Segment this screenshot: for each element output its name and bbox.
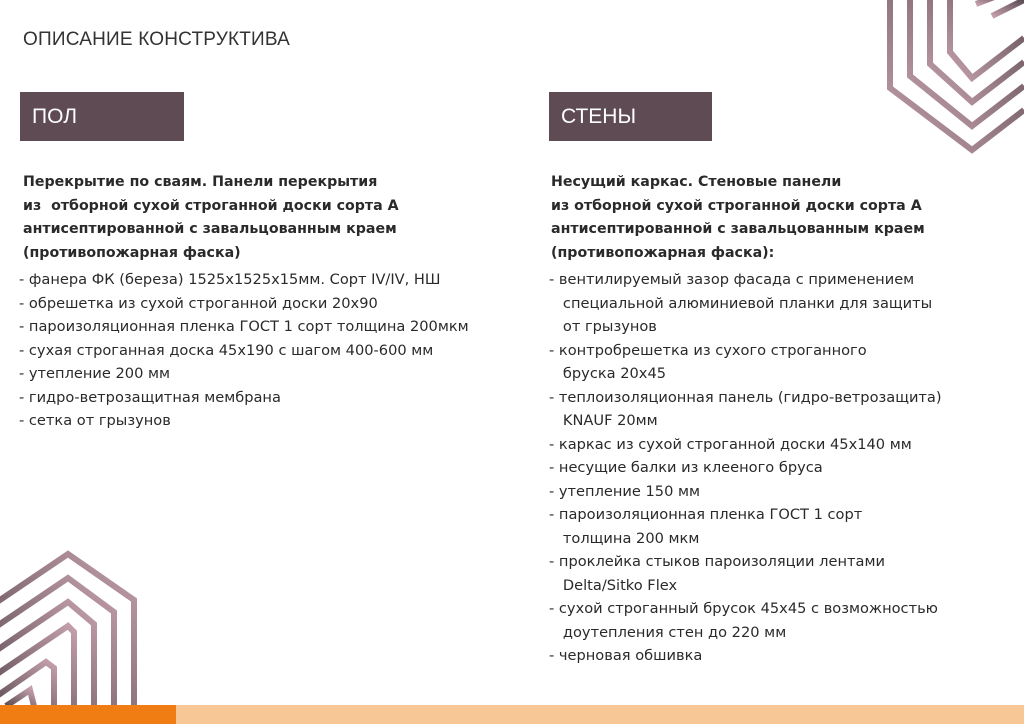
- footer-bar-accent: [0, 705, 176, 724]
- list-item: от грызунов: [549, 318, 657, 335]
- floor-intro-line: из отборной сухой строганной доски сорта А: [23, 197, 399, 214]
- list-item: KNAUF 20мм: [549, 412, 658, 429]
- list-item: - несущие балки из клееного бруса: [549, 459, 823, 476]
- list-item: Delta/Sitko Flex: [549, 576, 678, 594]
- hexagon-lines-decoration-bottom-left: [0, 548, 140, 706]
- list-item: - пароизоляционная пленка ГОСТ 1 сорт толщина 200мкм: [19, 318, 469, 335]
- list-item: - обрешетка из сухой строганной доски 20х90: [19, 294, 378, 312]
- list-item: - сетка от грызунов: [19, 412, 171, 429]
- hexagon-lines-decoration-top-right: [880, 0, 1024, 160]
- floor-section: [19, 171, 503, 433]
- list-item: - пароизоляционная пленка ГОСТ 1 сорт: [549, 506, 863, 523]
- section-header-floor: ПОЛ: [20, 92, 184, 141]
- floor-intro: [23, 171, 503, 265]
- list-item: - каркас из сухой строганной доски 45х140 мм: [549, 435, 912, 453]
- page-title: ОПИСАНИЕ КОНСТРУКТИВА: [23, 29, 291, 50]
- list-item: доутепления стен до 220 мм: [549, 623, 787, 641]
- walls-intro-line: антисептированной с завальцованным краем: [551, 221, 925, 237]
- list-item: - вентилируемый зазор фасада с применением: [549, 271, 915, 288]
- floor-intro-line: Перекрытие по сваям. Панели перекрытия: [23, 174, 378, 190]
- list-item: - проклейка стыков пароизоляции лентами: [549, 553, 885, 570]
- walls-intro-line: (противопожарная фаска):: [551, 244, 775, 261]
- list-item: - утепление 200 мм: [19, 365, 171, 382]
- section-header-walls: СТЕНЫ: [549, 92, 712, 141]
- list-item: - фанера ФК (береза) 1525х1525х15мм. Сорт IV/IV, НШ: [19, 271, 441, 288]
- floor-intro-line: антисептированной с завальцованным краем: [23, 221, 397, 237]
- floor-layers-list: [19, 268, 503, 433]
- footer-bar: [176, 705, 1024, 724]
- list-item: толщина 200 мкм: [549, 529, 700, 547]
- list-item: бруска 20х45: [549, 365, 667, 382]
- list-item: - контробрешетка из сухого строганного: [549, 341, 867, 359]
- list-item: специальной алюминиевой планки для защиты: [549, 294, 933, 312]
- walls-section: [551, 171, 1001, 668]
- walls-intro-line: Несущий каркас. Стеновые панели: [551, 174, 842, 190]
- list-item: - теплоизоляционная панель (гидро-ветрозащита): [549, 388, 942, 406]
- list-item: - сухой строганный брусок 45х45 с возможностью: [549, 600, 938, 617]
- walls-layers-list: [551, 268, 1001, 668]
- list-item: - сухая строганная доска 45х190 с шагом 400-600 мм: [19, 341, 434, 359]
- floor-intro-line: (противопожарная фаска): [23, 244, 241, 261]
- walls-intro: [551, 171, 1001, 265]
- walls-intro-line: из отборной сухой строганной доски сорта А: [551, 197, 922, 214]
- list-item: - черновая обшивка: [549, 647, 703, 664]
- list-item: - утепление 150 мм: [549, 482, 701, 500]
- list-item: - гидро-ветрозащитная мембрана: [19, 388, 281, 406]
